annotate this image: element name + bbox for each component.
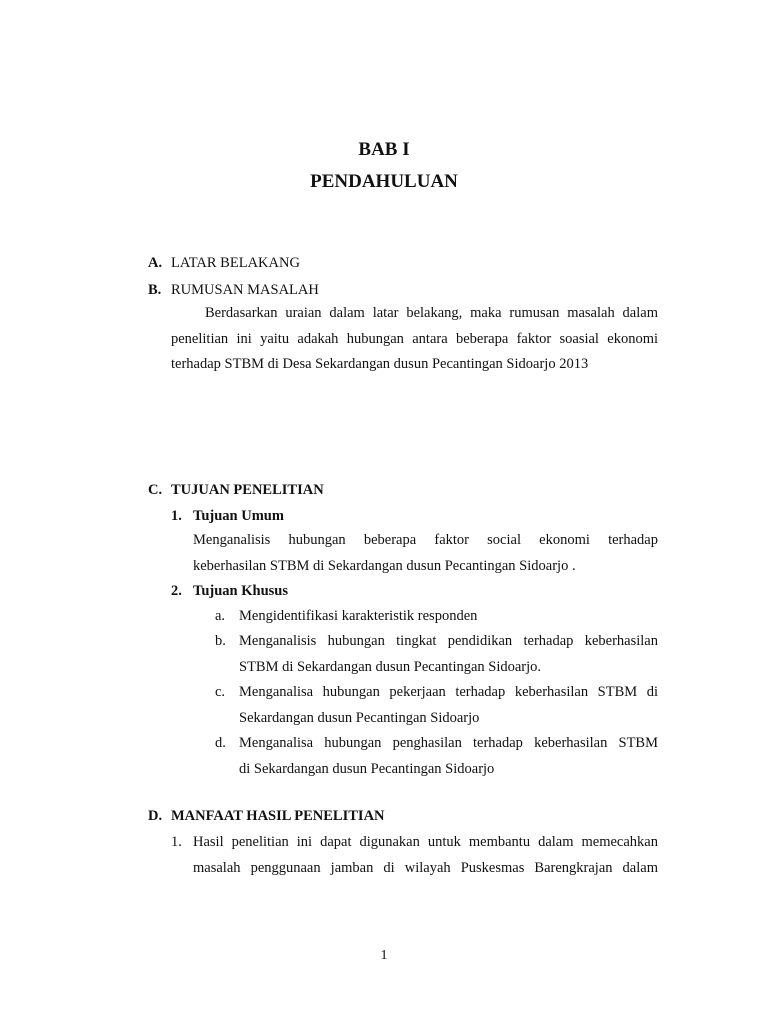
chapter-title: PENDAHULUAN — [310, 171, 458, 192]
paragraph-line: keberhasilan STBM di Sekardangan dusun Pecantingan Sidoarjo . — [193, 557, 576, 574]
tujuan-khusus-heading: 2. Tujuan Khusus — [171, 583, 288, 599]
paragraph-line: penelitian ini yaitu adakah hubungan antara beberapa faktor soasial ekonomi — [171, 330, 658, 347]
paragraph-line: terhadap STBM di Desa Sekardangan dusun Pecantingan Sidoarjo 2013 — [171, 356, 589, 372]
section-c-heading: C. TUJUAN PENELITIAN — [148, 482, 324, 498]
chapter-number: BAB I — [358, 139, 410, 160]
paragraph-line: Menganalisis hubungan beberapa faktor social ekonomi terhadap — [193, 532, 658, 548]
section-b-paragraph — [171, 301, 658, 378]
tujuan-umum-heading: 1. Tujuan Umum — [171, 508, 284, 524]
page-number: 1 — [380, 948, 388, 963]
paragraph-line: Berdasarkan uraian dalam latar belakang, maka rumusan masalah dalam — [205, 305, 658, 321]
tujuan-umum-paragraph — [193, 528, 658, 579]
section-b-heading: B. RUMUSAN MASALAH — [148, 282, 319, 298]
section-d-heading: D. MANFAAT HASIL PENELITIAN — [148, 808, 385, 824]
document-page: BAB I PENDAHULUAN A. LATAR BELAKANG B. RUMUSAN MASALAH Berdasarkan uraian dalam latar belakang, maka rumusan masalah dalam penelitian ini yaitu adakah hubungan antara beberapa faktor soasial ekonomi terhadap STBM di Desa Sekardangan dusun Pecantingan Sidoarjo 2013 C. TUJUAN PENELITIAN 1. Tujuan Umum Menganalisis hubungan beberapa faktor social ekonomi terhadap keberhasilan STBM di Sekardangan dusun Pecantingan Sidoarjo . 2. Tujuan Khusus a. Mengidentifikasi karakteristik responden b. Menganalisis hubungan tingkat pendidikan terhadap keberhasilan STBM di Sekardangan dusun Pecantingan Sidoarjo. c. Menganalisa hubungan pekerjaan terhadap keberhasilan STBM di Sekardangan dusun Pecantingan Sidoarjo d. Menganalisa hubungan penghasilan terhadap keberhasilan STBM di Sekardangan dusun Pecantingan Sidoarjo D. MANFAAT HASIL PENELITIAN 1. Hasil penelitian ini dapat digunakan untuk membantu dalam memecahkan masalah penggunaan jamban di wilayah Puskesmas Barengkrajan dalam 1 — [0, 0, 768, 1024]
section-a-heading: A. LATAR BELAKANG — [148, 255, 300, 271]
